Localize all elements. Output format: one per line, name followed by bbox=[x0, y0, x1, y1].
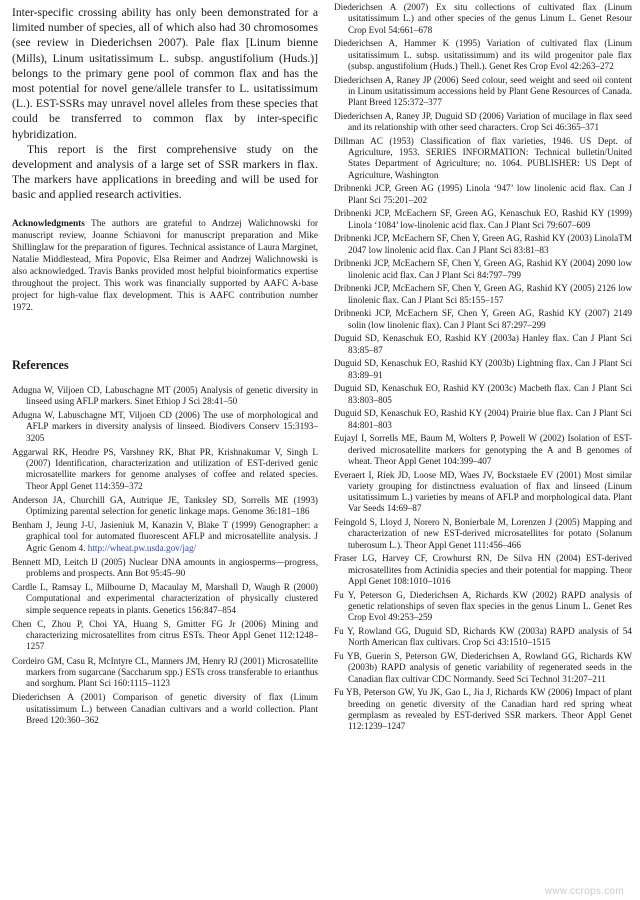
reference-item: Dribnenki JCP, McEachern SF, Chen Y, Green AG, Rashid KY (2004) 2090 low linolenic acid flax. Can J Plant Sci 84:797–799 bbox=[334, 258, 632, 280]
body-paragraph: This report is the first comprehensive study on the development and analysis of a large set of SSR markers in flax. The markers have applications in breeding and will be used for basic and applied research activities. bbox=[12, 142, 318, 202]
reference-item: Dribnenki JCP, McEachern SF, Chen Y, Green AG, Rashid KY (2005) 2126 low linolenic flax. Can J Plant Sci 85:155–157 bbox=[334, 283, 632, 305]
reference-item: Adugna W, Labuschagne MT, Viljoen CD (2006) The use of morphological and AFLP markers in diversity analysis of linseed. Biodivers Conserv 15:3193–3205 bbox=[12, 410, 318, 443]
reference-item: Diederichsen A (2001) Comparison of genetic diversity of flax (Linum usitatissimum L.) between Canadian cultivars and a world collection. Plant Breed 120:360–362 bbox=[12, 692, 318, 725]
reference-item: Dribnenki JCP, Green AG (1995) Linola ‘947’ low linolenic acid flax. Can J Plant Sci 75:201–202 bbox=[334, 183, 632, 205]
references-heading: References bbox=[12, 357, 69, 372]
reference-item: Dribnenki JCP, McEachern SF, Chen Y, Green AG, Rashid KY (2003) LinolaTM 2047 low linolenic acid flax. Can J Plant Sci 83:81–83 bbox=[334, 233, 632, 255]
reference-item: Adugna W, Viljoen CD, Labuschagne MT (2005) Analysis of genetic diversity in linseed using AFLP markers. Sinet Ethiop J Sci 28:41–50 bbox=[12, 384, 318, 406]
reference-item bbox=[12, 520, 318, 554]
reference-item: Fu YB, Guerin S, Peterson GW, Diederichsen A, Rowland GG, Richards KW (2003b) RAPD analysis of genetic variability of regenerated seeds in the Canadian flax cultivar CDC Normandy. Seed Sci Technol 31:207–211 bbox=[334, 650, 632, 684]
acknowledgments-text: The authors are grateful to Andrzej Walichnowski for manuscript review, Joanne Schiavoni for manuscript preparation and Mike Shillinglaw for the preparation of figures. Technical assistance of Laura Marginet, Natalie Middlestead, Mira Popovic, Elsa Reimer and Andrzej Walichnowski is also acknowledged. Travis Banks provided most helpful bioinformatics expertise throughout the project. This work was financially supported by AAFC A-base project for high-value flax development. This is AAFC contribution number 1972. bbox=[12, 218, 318, 313]
reference-item: Fu Y, Rowland GG, Duguid SD, Richards KW (2003a) RAPD analysis of 54 North American flax cultivars. Crop Sci 43:1510–1515 bbox=[334, 625, 632, 648]
reference-item: Fu YB, Peterson GW, Yu JK, Gao L, Jia J, Richards KW (2006) Impact of plant breeding on genetic diversity of the Canadian hard red spring wheat germplasm as revealed by EST-derived SSR markers. Theor Appl Genet 112:1239–1247 bbox=[334, 687, 632, 732]
reference-item: Duguid SD, Kenaschuk EO, Rashid KY (2004) Prairie blue flax. Can J Plant Sci 84:801–803 bbox=[334, 408, 632, 430]
reference-item: Dillman AC (1953) Classification of flax varieties, 1946. US Dept. of Agriculture, 1953. SERIES INFORMATION: Technical bulletin/United States Department of Agriculture; no. 1064. PUBLISHER: US Dept of Agriculture, Washington bbox=[334, 135, 632, 180]
reference-item: Dribnenki JCP, McEachern SF, Chen Y, Green AG, Rashid KY (2007) 2149 solin (low linolenic flax). Can J Plant Sci 87:297–299 bbox=[334, 308, 632, 330]
left-column bbox=[12, 0, 318, 729]
reference-item: Feingold S, Lloyd J, Norero N, Bonierbale M, Lorenzen J (2005) Mapping and characterization of new EST-derived microsatellites for potato (Solanum tuberosum L.). Theor Appl Genet 111:456–466 bbox=[334, 517, 632, 550]
reference-item: Diederichsen A, Hammer K (1995) Variation of cultivated flax (Linum usitatissimum L. subsp. usitatissimum) and its wild progenitor pale flax (subsp. angustifolium (Huds.) Thell.). Genet Res Crop Evol 42:263–272 bbox=[334, 38, 632, 71]
reference-list-left bbox=[12, 385, 318, 726]
reference-list-right bbox=[334, 0, 632, 732]
reference-text: Benham J, Jeung J-U, Jasieniuk M, Kanazin V, Blake T (1999) Genographer: a graphical tool for automated fluorescent AFLP and microsatellite analysis. J Agric Genom 4. bbox=[12, 520, 318, 553]
reference-item: Fraser LG, Harvey CF, Crowhurst RN, De Silva HN (2004) EST-derived microsatellites from Actinidia species and their potential for mapping. Theor Appl Genet 108:1010–1016 bbox=[334, 553, 632, 586]
reference-item: Duguid SD, Kenaschuk EO, Rashid KY (2003a) Hanley flax. Can J Plant Sci 83:85–87 bbox=[334, 333, 632, 355]
reference-item: Duguid SD, Kenaschuk EO, Rashid KY (2003c) Macbeth flax. Can J Plant Sci 83:803–805 bbox=[334, 383, 632, 405]
reference-item: Cordeiro GM, Casu R, McIntyre CL, Manners JM, Henry RJ (2001) Microsatellite markers from sugarcane (Saccharum spp.) ESTs cross transferable to erianthus and sorghum. Plant Sci 160:1115–1123 bbox=[12, 655, 318, 689]
reference-item: Aggarwal RK, Hendre PS, Varshney RK, Bhat PR, Krishnakumar V, Singh L (2007) Identification, characterization and utilization of EST-derived genic microsatellite markers for genome analyses of coffee and related species. Theor Appl Genet 114:359–372 bbox=[12, 446, 318, 491]
reference-item: Diederichsen A, Raney JP, Duguid SD (2006) Variation of mucilage in flax seed and its relationship with other seed characters. Crop Sci 46:365–371 bbox=[334, 110, 632, 133]
reference-item: Bennett MD, Leitch IJ (2005) Nuclear DNA amounts in angiosperms—progress, problems and prospects. Ann Bot 95:45–90 bbox=[12, 556, 318, 579]
reference-item: Anderson JA, Churchill GA, Autrique JE, Tanksley SD, Sorrells ME (1993) Optimizing parental selection for genetic linkage maps. Genome 36:181–186 bbox=[12, 494, 318, 516]
right-column bbox=[334, 0, 632, 735]
reference-item: Cardle L, Ramsay L, Milbourne D, Macaulay M, Marshall D, Waugh R (2000) Computational and experimental characterization of physically clustered simple sequence repeats in plants. Genetics 156:847–854 bbox=[12, 582, 318, 615]
reference-item: Fu Y, Peterson G, Diederichsen A, Richards KW (2002) RAPD analysis of genetic relationships of seven flax species in the genus Linum L. Genet Res Crop Evol 49:253–259 bbox=[334, 589, 632, 623]
reference-item: Diederichsen A, Raney JP (2006) Seed colour, seed weight and seed oil content in Linum usitatissimum accessions held by Plant Gene Resources of Canada. Plant Breed 125:372–377 bbox=[334, 74, 632, 108]
reference-item: Chen C, Zhou P, Choi YA, Huang S, Gmitter FG Jr (2006) Mining and characterizing microsatellites from citrus ESTs. Theor Appl Genet 112:1248–1257 bbox=[12, 618, 318, 652]
reference-item: Duguid SD, Kenaschuk EO, Rashid KY (2003b) Lightning flax. Can J Plant Sci 83:89–91 bbox=[334, 358, 632, 380]
reference-item: Dribnenki JCP, McEachern SF, Green AG, Kenaschuk EO, Rashid KY (1999) Linola ‘1084’ low-linolenic acid flax. Can J Plant Sci 79:607–609 bbox=[334, 208, 632, 230]
acknowledgments bbox=[12, 218, 318, 314]
reference-link[interactable]: http://wheat.pw.usda.gov/jag/ bbox=[87, 542, 197, 553]
body-paragraph: Inter-specific crossing ability has only been demonstrated for a limited number of species, all of which also had 30 chromosomes (see review in Diederichsen 2007). Pale flax [Linum bienne (Mills), Linum usitatissimum L. subsp. angustifolium (Huds.)] belongs to the primary gene pool of common flax and has the most potential for novel gene/allele transfer to L. usitatissimum (L.). EST-SSRs may unravel novel alleles from these species that could be transferred to common flax by inter-specific hybridization. bbox=[12, 6, 318, 141]
reference-item: Everaert I, Riek JD, Loose MD, Waes JV, Bockstaele EV (2001) Most similar variety grouping for distinctness evaluation of flax and linseed (Linum usitatissimum L.) varieties by means of AFLP and morphological data. Plant Var Seeds 14:69–87 bbox=[334, 469, 632, 514]
reference-item: Diederichsen A (2007) Ex situ collections of cultivated flax (Linum usitatissimum L.) and other species of the genus Linum L. Genet Resour Crop Evol 54:661–678 bbox=[334, 2, 632, 35]
site-watermark: www.ccrops.com bbox=[544, 886, 624, 897]
reference-item: Eujayl I, Sorrells ME, Baum M, Wolters P, Powell W (2002) Isolation of EST-derived microsatellite markers for genotyping the A and B genomes of wheat. Theor Appl Genet 104:399–407 bbox=[334, 433, 632, 466]
acknowledgments-heading: Acknowledgments bbox=[12, 218, 85, 229]
